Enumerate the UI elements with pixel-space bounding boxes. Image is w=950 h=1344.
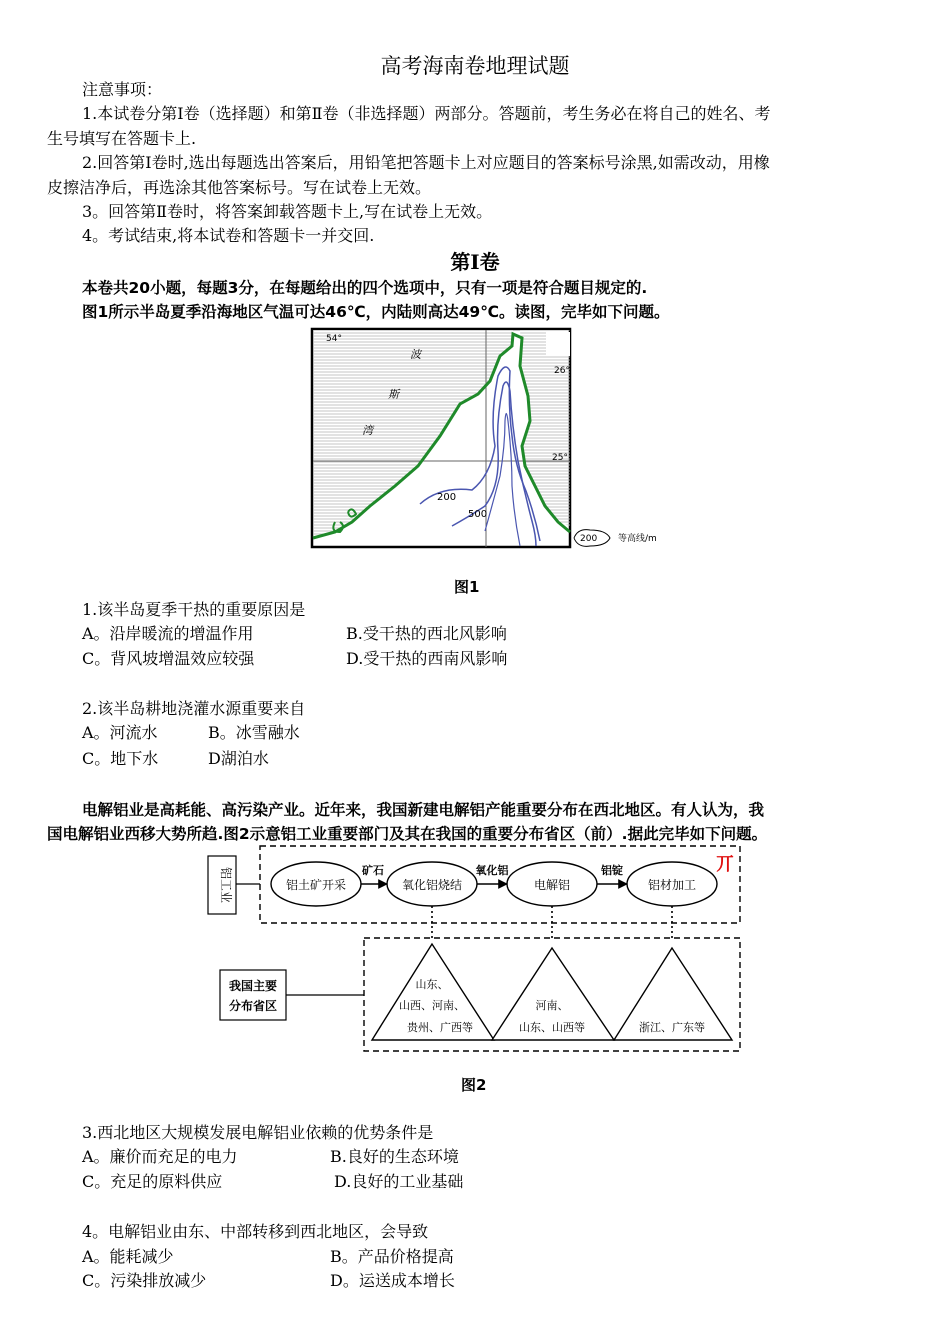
node-label-3: 电解铝 xyxy=(533,878,571,892)
lon-label: 54° xyxy=(326,334,342,344)
sea-label-1: 波 xyxy=(410,348,421,361)
q1-option-a: A。沿岸暖流的增温作用 xyxy=(82,624,254,643)
tri3-line1: 浙江、广东等 xyxy=(639,1021,705,1034)
q2-option-b: B。冰雪融水 xyxy=(208,723,300,742)
q2-option-a: A。河流水 xyxy=(82,723,158,742)
q1-option-b: B.受干热的西北风影响 xyxy=(346,624,507,643)
figure1-caption: 图1 xyxy=(454,578,480,596)
q1-stem: 1.该半岛夏季干热的重要原因是 xyxy=(82,600,306,619)
tri1-line1: 山东、 xyxy=(415,978,449,991)
section-intro: 本卷共20小题，每题3分，在每题给出的四个选项中，只有一项是符合题目规定的. xyxy=(82,279,648,297)
arrow-label-1: 矿石 xyxy=(362,864,384,877)
region-label-line2: 分布省区 xyxy=(228,999,278,1013)
q4-option-b: B。产品价格提高 xyxy=(330,1247,454,1266)
tri2-line1: 河南、 xyxy=(535,999,569,1012)
figure1-map xyxy=(300,326,680,556)
red-mark: 丌 xyxy=(716,854,734,875)
passage2-line2: 国电解铝业西移大势所趋.图2示意铝工业重要部门及其在我国的重要分布省区（前）.据此完毕如下问题。 xyxy=(47,825,768,843)
q4-option-d: D。运送成本增长 xyxy=(330,1271,455,1290)
industry-label: 铝工业 xyxy=(219,866,233,904)
q3-option-c: C。充足的原料供应 xyxy=(82,1172,223,1191)
region-label-line1: 我国主要 xyxy=(228,979,278,993)
q3-stem: 3.西北地区大规模发展电解铝业依赖的优势条件是 xyxy=(82,1123,434,1142)
notice-item-1-line1: 1.本试卷分第Ⅰ卷（选择题）和第Ⅱ卷（非选择题）两部分。答题前，考生务必在将自己的姓名、考 xyxy=(82,104,771,123)
contour-200-label: 200 xyxy=(437,492,457,503)
passage2-line1: 电解铝业是高耗能、高污染产业。近年来，我国新建电解铝产能重要分布在西北地区。有人认为，我 xyxy=(82,801,765,819)
node-label-4: 铝材加工 xyxy=(647,878,697,892)
q4-option-c: C。污染排放减少 xyxy=(82,1271,207,1290)
q3-option-a: A。廉价而充足的电力 xyxy=(82,1147,238,1166)
legend-value: 200 xyxy=(580,534,598,544)
node-label-2: 氧化铝烧结 xyxy=(401,878,463,892)
notice-item-3: 3。回答第Ⅱ卷时，将答案卸载答题卡上,写在试卷上无效。 xyxy=(82,202,493,221)
q3-option-b: B.良好的生态环境 xyxy=(330,1147,459,1166)
q2-option-c: C。地下水 xyxy=(82,749,159,768)
lat-25-label: 25° xyxy=(552,453,568,463)
figure1-intro: 图1所示半岛夏季沿海地区气温可达46℃，内陆则高达49℃。读图，完毕如下问题。 xyxy=(82,303,670,321)
tri1-line2: 山西、河南、 xyxy=(399,999,465,1012)
figure2-diagram xyxy=(200,840,760,1060)
page-title: 高考海南卷地理试题 xyxy=(380,54,570,78)
sea-label-2: 斯 xyxy=(388,388,399,401)
tri1-line3: 贵州、广西等 xyxy=(407,1021,473,1034)
q4-stem: 4。电解铝业由东、中部转移到西北地区，会导致 xyxy=(82,1222,429,1241)
legend-text: 等高线/m xyxy=(618,534,657,544)
q1-option-d: D.受干热的西南风影响 xyxy=(346,649,508,668)
notice-item-2-line2: 皮擦洁净后，再选涂其他答案标号。写在试卷上无效。 xyxy=(47,178,432,197)
q2-stem: 2.该半岛耕地浇灌水源重要来自 xyxy=(82,699,306,718)
notice-item-4: 4。考试结束,将本试卷和答题卡一并交回. xyxy=(82,226,375,245)
q1-option-c: C。背风坡增温效应较强 xyxy=(82,649,255,668)
arrow-label-3: 铝锭 xyxy=(601,864,623,877)
node-label-1: 铝土矿开采 xyxy=(285,878,347,892)
notice-item-2-line1: 2.回答第Ⅰ卷时,选出每题选出答案后，用铅笔把答题卡上对应题目的答案标号涂黑,如需改动，用橡 xyxy=(82,153,770,172)
map-blank-box xyxy=(546,332,570,356)
lat-26-label: 26° xyxy=(554,366,570,376)
contour-500-label: 500 xyxy=(468,509,488,520)
q3-option-d: D.良好的工业基础 xyxy=(334,1172,464,1191)
q4-option-a: A。能耗减少 xyxy=(82,1247,174,1266)
notice-heading: 注意事项： xyxy=(82,80,163,99)
q2-option-d: D湖泊水 xyxy=(208,749,269,768)
section-title: 第Ⅰ卷 xyxy=(450,250,500,274)
arrow-label-2: 氧化铝 xyxy=(475,864,509,877)
notice-item-1-line2: 生号填写在答题卡上. xyxy=(47,129,197,148)
sea-label-3: 湾 xyxy=(362,424,373,437)
figure2-caption: 图2 xyxy=(461,1076,487,1094)
tri2-line2: 山东、山西等 xyxy=(519,1021,585,1034)
